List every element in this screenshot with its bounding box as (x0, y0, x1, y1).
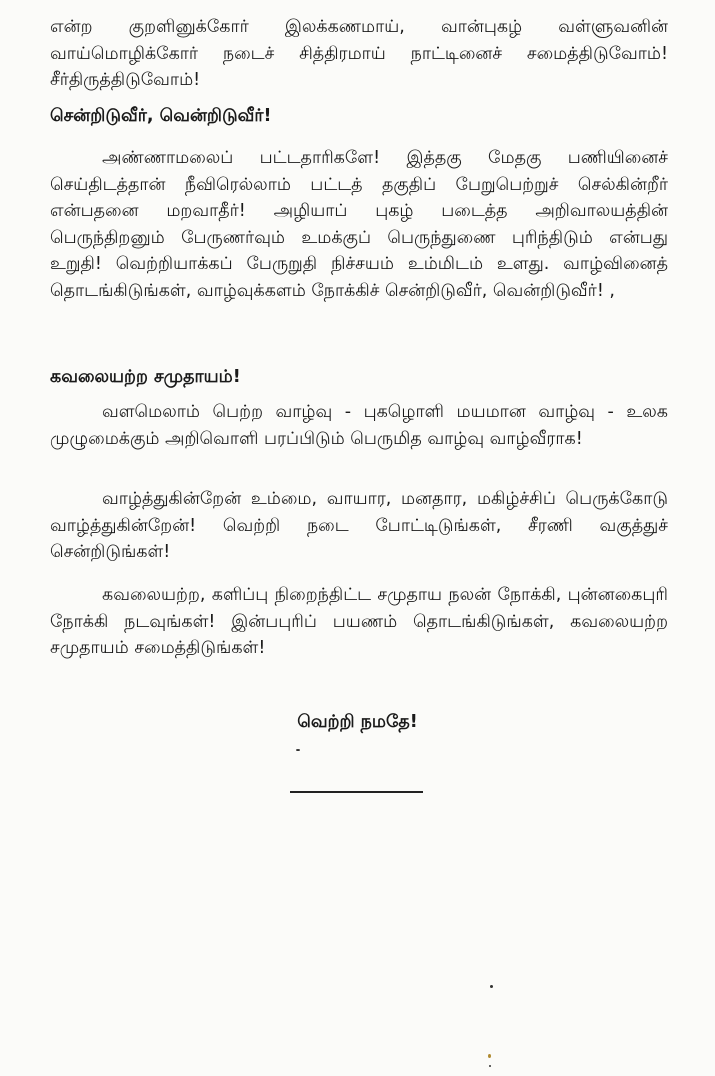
paragraph-prosperous-life: வளமெலாம் பெற்ற வாழ்வு - புகழொளி மயமான வாழ்வு - உலக முழுமைக்கும் அறிவொளி பரப்பிடும் பெருமித வாழ்வு வாழ்வீராக! (50, 402, 668, 449)
heading-go-and-win: சென்றிடுவீர், வென்றிடுவீர்! (50, 106, 272, 126)
closing-rule (290, 791, 423, 793)
scan-speck (296, 749, 300, 751)
paragraph-worry-free: கவலையற்ற, களிப்பு நிறைந்திட்ட சமுதாய நலன் நோக்கி, புன்னகைபுரி நோக்கி நடவுங்கள்! இன்பபுரிப் பயணம் தொடங்கிடுங்கள், கவலையற்ற சமுதாயம் சமைத்திடுங்கள்! (50, 585, 668, 658)
scan-speck (489, 1065, 491, 1067)
paragraph-graduates: அண்ணாமலைப் பட்டதாரிகளே! இத்தகு மேதகு பணியினைச் செய்திடத்தான் நீவிரெல்லாம் பட்டத் தகுதிப் பேறுபெற்றுச் செல்கின்றீர் என்பதனை மறவாதீர்! அழியாப் புகழ் படைத்த அறிவாலயத்தின் பெருந்திறனும் பேருணர்வும் உமக்குப் பெருந்துணை புரிந்திடும் என்பது உறுதி! வெற்றியாக்கப் பேருறுதி நிச்சயம் உம்மிடம் உளது. வாழ்வினைத் தொடங்கிடுங்கள், வாழ்வுக்களம் நோக்கிச் சென்றிடுவீர், வென்றிடுவீர்! , (50, 148, 668, 301)
closing-line: வெற்றி நமதே! (297, 712, 418, 732)
heading-worry-free-society: கவலையற்ற சமுதாயம்! (50, 367, 241, 387)
scan-speck (490, 985, 493, 988)
paragraph-intro: என்ற குறளினுக்கோர் இலக்கணமாய், வான்புகழ் வள்ளுவனின் வாய்மொழிக்கோர் நடைச் சித்திரமாய் நாட்டினைச் சமைத்திடுவோம்! சீர்திருத்திடுவோம்! (50, 17, 668, 90)
scan-speck (488, 1054, 491, 1058)
paragraph-greetings: வாழ்த்துகின்றேன் உம்மை, வாயார, மனதார, மகிழ்ச்சிப் பெருக்கோடு வாழ்த்துகின்றேன்! வெற்றி நடை போட்டிடுங்கள், சீரணி வகுத்துச் சென்றிடுங்கள்! (50, 489, 668, 562)
